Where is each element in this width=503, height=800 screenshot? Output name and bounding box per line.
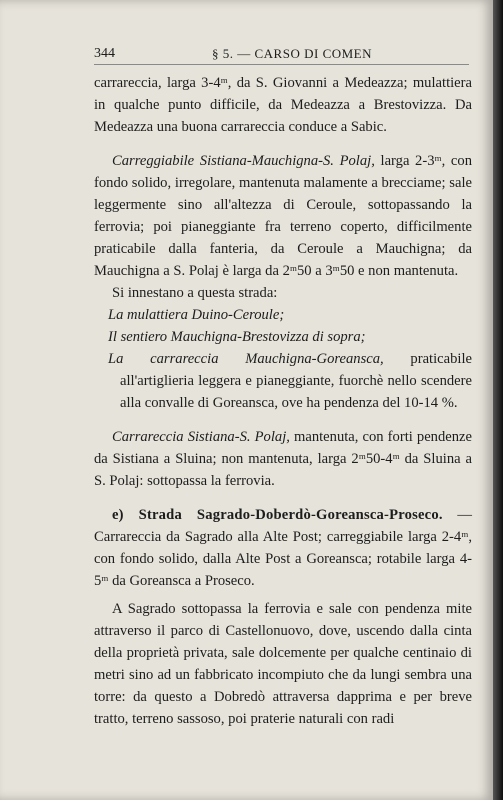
section-heading: e) Strada Sagrado-Doberdò-Goreansca-Proseco.: [112, 507, 443, 523]
paragraph-section-e: [94, 504, 472, 592]
road-name: La carrareccia Mauchigna-Goreansca,: [108, 351, 384, 367]
page-body: [94, 72, 472, 730]
road-name: Carrareccia Sistiana-S. Polaj,: [112, 429, 290, 445]
branch-item: Il sentiero Mauchigna-Brestovizza di sopra;: [108, 329, 366, 345]
branch-item: [94, 348, 472, 414]
road-name: Carreggiabile Sistiana-Mauchigna-S. Polaj,: [112, 153, 375, 169]
page-header: [94, 46, 469, 65]
page-number: 344: [94, 46, 115, 61]
page-edge-shadow: [493, 0, 503, 800]
road-description: larga 2-3ᵐ, con fondo solido, irregolare, mantenuta malamente a brecciame; sale leggermente sino all'altezza di Ceroule, sottopassando la ferrovia; poi pianeggiante fra terreno coperto, difficilmente praticabile dalla fanteria, da Ceroule a Mauchigna; da Mauchigna a S. Polaj è larga da 2ᵐ50 a 3ᵐ50 e non mantenuta.: [94, 153, 473, 279]
branch-item: La mulattiera Duino-Ceroule;: [108, 307, 285, 323]
paragraph-carrareccia-polaj: [94, 426, 472, 492]
road-description: praticabile all'artiglieria leggera e pianeggiante, fuorchè nello scendere alla convalle di Goreansca, ove ha pendenza del 10-14 %.: [120, 351, 472, 411]
running-title: § 5. — CARSO DI COMEN: [212, 46, 373, 61]
paragraph-continuation: carrareccia, larga 3-4ᵐ, da S. Giovanni a Medeazza; mulattiera in qualche punto difficile, da Medeazza a Brestovizza. Da Medeazza una buona carrareccia conduce a Sabic.: [94, 75, 472, 135]
paragraph-sistiana-polaj: [94, 150, 472, 282]
paragraph-sagrado: A Sagrado sottopassa la ferrovia e sale con pendenza mite attraverso il parco di Castellonuovo, dove, uscendo dalla cinta della proprietà privata, sale dolcemente per qualche centinaio di metri sino ad un fabbricato incompiuto che da lungi sembra una torre: da questo a Dobredò attraversa dapprima e per breve tratto, terreno sassoso, poi praterie naturali con radi: [94, 601, 472, 727]
paragraph-branches-intro: Si innestano a questa strada:: [112, 285, 278, 301]
road-description: mantenuta, con forti pendenze da Sistiana a Sluina; non mantenuta, larga 2ᵐ50-4ᵐ da Sluina a S. Polaj: sottopassa la ferrovia.: [94, 429, 472, 489]
section-description: — Carrareccia da Sagrado alla Alte Post; carreggiabile larga 2-4ᵐ, con fondo solido, dalla Alte Post a Goreansca; rotabile larga 4-5ᵐ da Goreansca a Proseco.: [94, 507, 472, 589]
